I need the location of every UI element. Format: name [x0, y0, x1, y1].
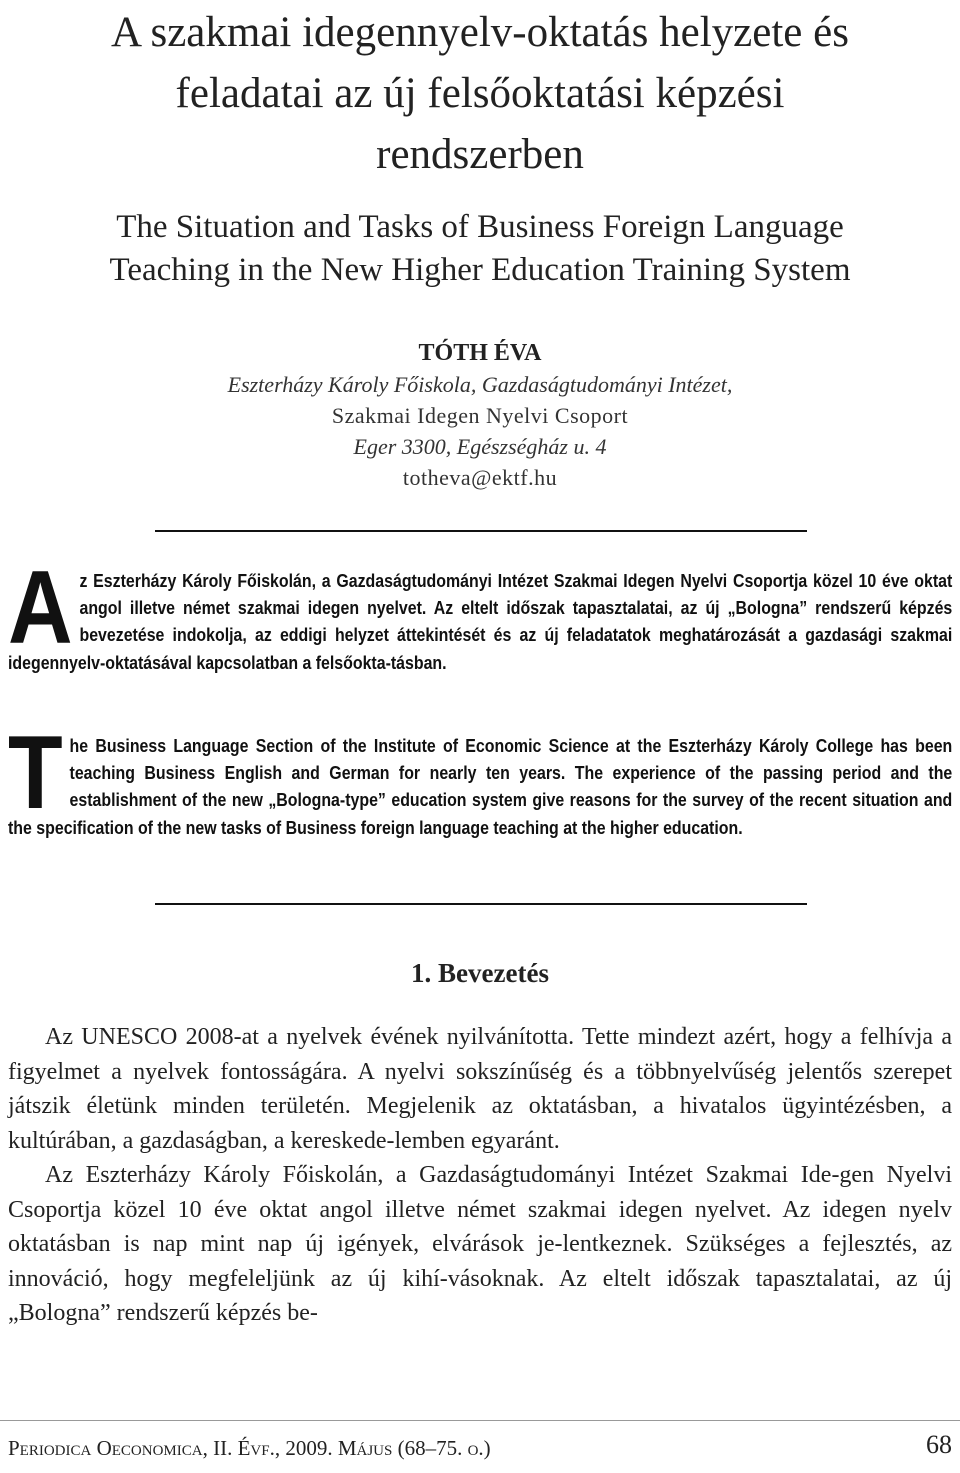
author-block [0, 338, 960, 493]
title-hu-line: A szakmai idegennyelv-oktatás helyzete és [111, 9, 849, 56]
dropcap-t: T [8, 715, 63, 831]
dropcap-a: A [8, 550, 73, 666]
title-en-line: Teaching in the New Higher Education Training System [109, 252, 851, 288]
paper-title-hungarian [0, 2, 960, 185]
footer-citation: Periodica Oeconomica, II. Évf., 2009. Május (68–75. o.) [8, 1436, 491, 1460]
abstract-english [8, 715, 953, 841]
abstract-hu-text: z Eszterházy Károly Főiskolán, a Gazdaságtudományi Intézet Szakmai Idegen Nyelvi Csoportja közel 10 éve oktat angol illetve német szakmai idegen nyelvet. Az eltelt időszak tapasztalatai, az új „Bologna” rendszerű képzés bevezetése indokolja, az eddigi helyzet áttekintését és az új feladatatok meghatározását a gazdasági szakmai idegennyelv-oktatásával kapcsolatban a felsőokta-tásban. [8, 570, 953, 673]
body-paragraph: Az UNESCO 2008-at a nyelvek évének nyilvánította. Tette mindezt azért, hogy a felhívja a figyelmet a nyelvek fontosságára. A nyelvi sokszínűség és a többnyelvűség jelentős szerepet játszik életünk minden területén. Megjelenik az oktatásban, a hivatalos ügyintézésben, a kultúrában, a gazdaságban, a kereskede-lemben egyaránt. [8, 1024, 952, 1154]
abstract-en-text: he Business Language Section of the Institute of Economic Science at the Eszterházy Károly College has been teaching Business English and German for nearly ten years. The experience of the passing period and the establishment of the new „Bologna-type” education system give reasons for the survey of the recent situation and the specification of the new tasks of Business foreign language teaching at the higher education. [8, 735, 953, 838]
author-address: Eger 3300, Egészségház u. 4 [353, 434, 607, 459]
body-text [8, 1020, 952, 1331]
paper-title-english [0, 206, 960, 292]
title-hu-line: feladatai az új felsőoktatási képzési [175, 70, 785, 117]
page-number: 68 [926, 1430, 952, 1459]
author-name: TÓTH ÉVA [418, 340, 542, 366]
separator-rule-bottom [155, 903, 807, 905]
title-hu-line: rendszerben [376, 131, 584, 178]
author-affiliation: Eszterházy Károly Főiskola, Gazdaságtudományi Intézet, [227, 372, 733, 397]
author-department: Szakmai Idegen Nyelvi Csoport [331, 403, 629, 428]
separator-rule-top [155, 530, 807, 532]
body-paragraph: Az Eszterházy Károly Főiskolán, a Gazdaságtudományi Intézet Szakmai Ide-gen Nyelvi Csoportja közel 10 éve oktat angol illetve német szakmai idegen nyelvet. Az idegen nyelv oktatásban is nap mint nap új igények, elvárások je-lentkeznek. Szükséges a fejlesztés, az innováció, hogy megfeleljünk az új kihí-vásoknak. Az eltelt időszak tapasztalatai, az új „Bologna” rendszerű képzés be- [8, 1162, 952, 1326]
page-footer [8, 1430, 952, 1461]
author-email: totheva@ektf.hu [402, 465, 558, 490]
section-heading: 1. Bevezetés [411, 958, 549, 988]
footer-rule [0, 1420, 960, 1421]
abstract-hungarian [8, 550, 953, 676]
title-en-line: The Situation and Tasks of Business Foreign Language [116, 209, 844, 245]
